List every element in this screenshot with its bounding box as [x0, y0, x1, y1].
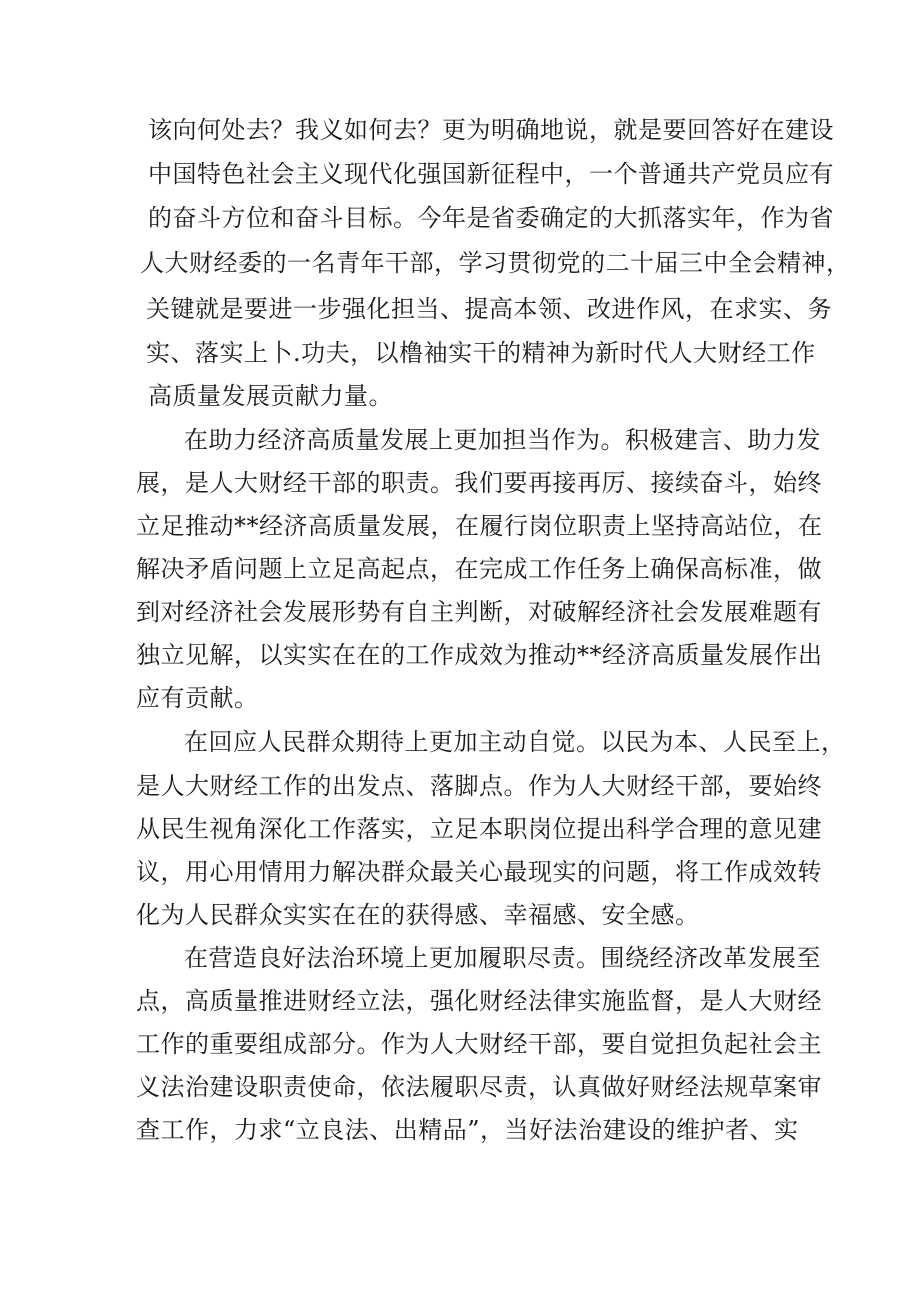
- text-line: 独立见解，以实实在在的工作成效为推动**经济高质量发展作出: [136, 641, 823, 669]
- text-line: 应有贡献。: [136, 684, 259, 712]
- text-line: 是人大财经工作的出发点、落脚点。作为人大财经干部，要始终: [136, 772, 822, 800]
- text-line: 中国特色社会主义现代化强国新征程中，一个普通共产党员应有: [148, 160, 834, 188]
- text-line: 工作的重要组成部分。作为人大财经干部，要自觉担负起社会主: [136, 1030, 822, 1058]
- text-line: 高质量发展贡献力量。: [148, 382, 393, 410]
- paragraph-first-line: 在助力经济高质量发展上更加担当作为。积极建言、助力发: [184, 426, 821, 454]
- text-line: 到对经济社会发展形势有自主判断，对破解经济社会发展难题有: [136, 598, 822, 626]
- paragraph-first-line: 在营造良好法治环境上更加履职尽责。围绕经济改革发展至: [184, 944, 821, 972]
- text-line: 关键就是要进一步强化担当、提高本领、改进作风，在求实、务: [146, 295, 832, 323]
- text-line: 该向何处去？我义如何去？更为明确地说，就是要回答好在建设: [148, 116, 834, 144]
- text-line: 实、落实上卜.功夫，以橹袖实干的精神为新时代人大财经工作: [146, 339, 816, 367]
- text-line: 点，高质量推进财经立法，强化财经法律实施监督，是人大财经: [136, 987, 822, 1015]
- text-line: 化为人民群众实实在在的获得感、幸福感、安全感。: [136, 901, 700, 929]
- paragraph-first-line: 在回应人民群众期待上更加主动自觉。以民为本、人民至上，: [184, 728, 846, 756]
- text-line: 查工作，力求“立良法、出精品”，当好法治建设的维护者、实: [136, 1116, 799, 1144]
- text-line: 展，是人大财经干部的职责。我们要再接再厉、接续奋斗，始终: [136, 469, 822, 497]
- text-line: 人大财经委的一名青年干部，学习贯彻党的二十届三中全会精神，: [140, 249, 851, 277]
- text-line: 解决矛盾问题上立足高起点，在完成工作任务上确保高标准，做: [136, 555, 822, 583]
- text-line: 从民生视角深化工作落实，立足本职岗位提出科学合理的意见建: [136, 815, 822, 843]
- text-line: 义法治建设职责使命，依法履职尽责，认真做好财经法规草案审: [136, 1073, 822, 1101]
- text-line: 立足推动**经济高质量发展，在履行岗位职责上坚持高站位，在: [136, 512, 823, 540]
- text-line: 议，用心用情用力解决群众最关心最现实的问题，将工作成效转: [136, 858, 822, 886]
- text-line: 的奋斗方位和奋斗目标。今年是省委确定的大抓落实年，作为省: [148, 204, 834, 232]
